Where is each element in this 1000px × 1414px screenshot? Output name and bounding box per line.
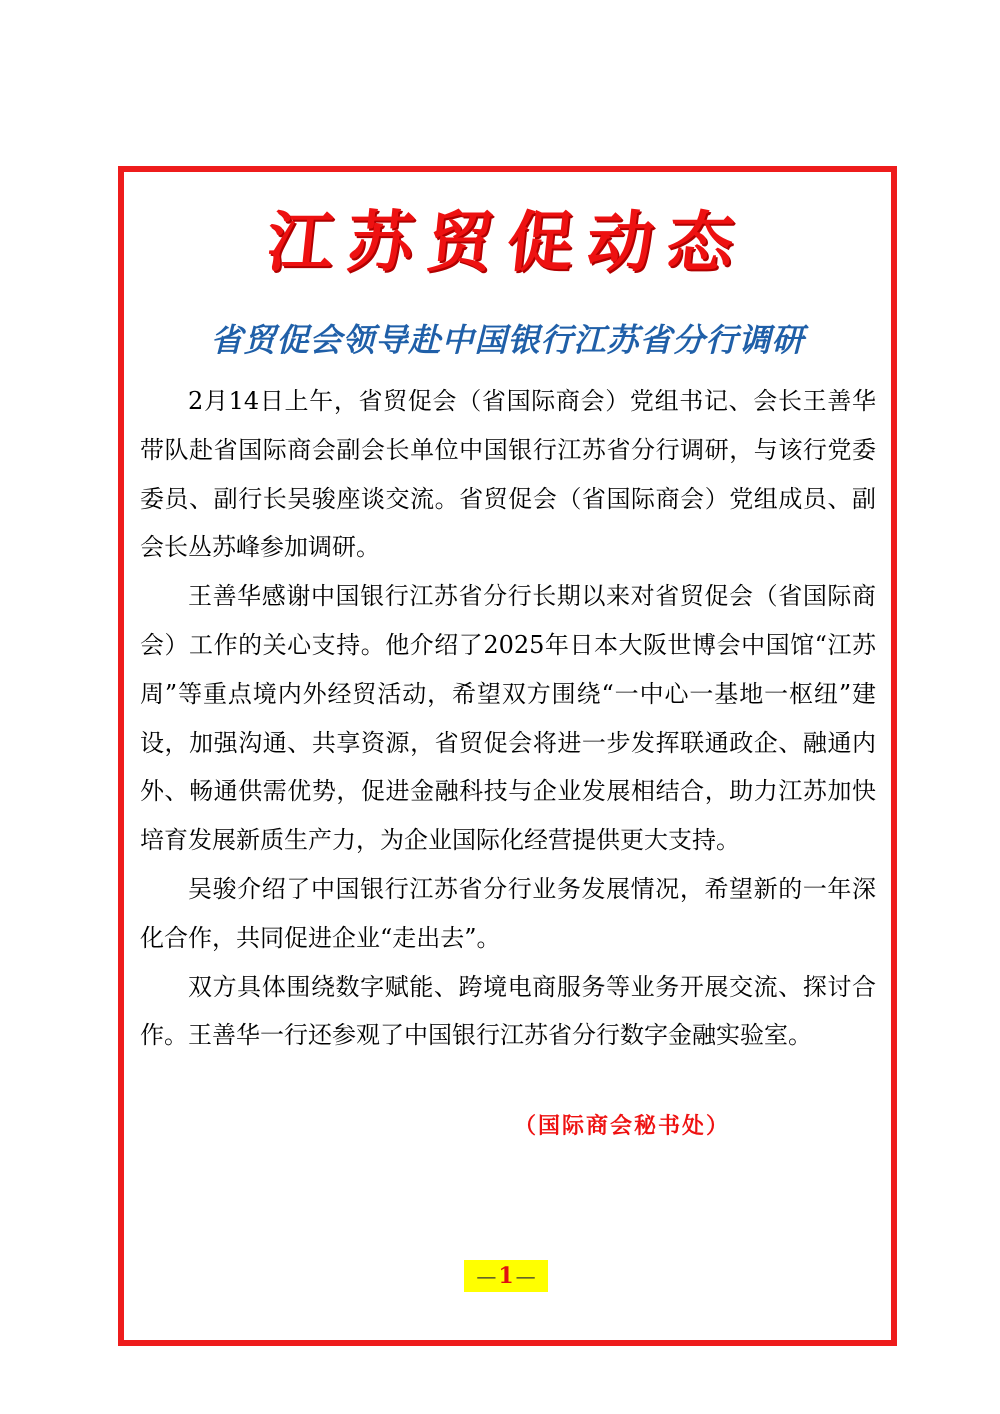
article-paragraph: 双方具体围绕数字赋能、跨境电商服务等业务开展交流、探讨合作。王善华一行还参观了中国银行江苏省分行数字金融实验室。 [140,972,876,1050]
page-number-dash-right: — [515,1264,536,1288]
article-paragraph: 吴骏介绍了中国银行江苏省分行业务发展情况，希望新的一年深化合作，共同促进企业“走出去”。 [140,874,876,952]
page-number-dash-left: — [476,1264,497,1288]
page-border-frame [118,166,897,1346]
page-number: 1 [498,1263,514,1289]
article-source: （国际商会秘书处） [514,1113,731,1139]
article-paragraph: 王善华感谢中国银行江苏省分行长期以来对省贸促会（省国际商会）工作的关心支持。他介绍了2025年日本大阪世博会中国馆“江苏周”等重点境内外经贸活动，希望双方围绕“一中心一基地一枢纽”建设，加强沟通、共享资源，省贸促会将进一步发挥联通政企、融通内外、畅通供需优势，促进金融科技与企业发展相结合，助力江苏加快培育发展新质生产力，为企业国际化经营提供更大支持。 [140,582,876,855]
article-body [140,377,876,1060]
article-headline: 省贸促会领导赴中国银行江苏省分行调研 [210,321,805,359]
page-number-badge [464,1260,548,1292]
article-paragraph: 2月14日上午，省贸促会（省国际商会）党组书记、会长王善华带队赴省国际商会副会长单位中国银行江苏省分行调研，与该行党委委员、副行长吴骏座谈交流。省贸促会（省国际商会）党组成员、副会长丛苏峰参加调研。 [140,387,876,562]
masthead-title: 江苏贸促动态 [263,203,752,281]
